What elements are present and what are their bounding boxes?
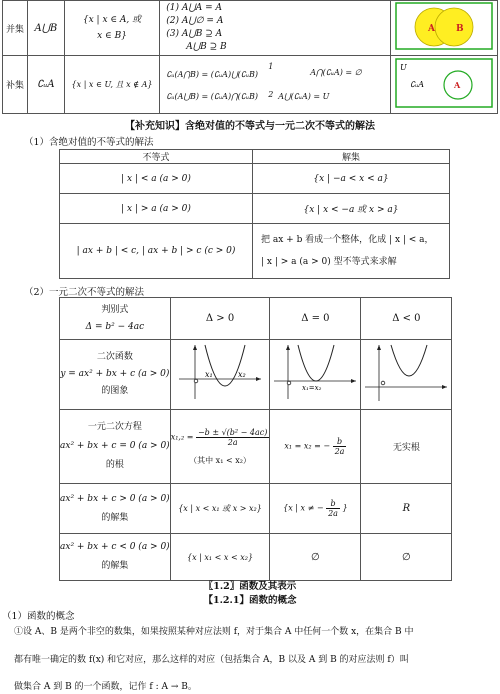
quad-section-title: （2）一元二次不等式的解法 xyxy=(24,287,145,298)
discriminant-label: 判别式 xyxy=(101,304,129,315)
abs-header: 解集 xyxy=(253,150,450,164)
roots-fraction xyxy=(196,428,269,447)
union-symbol: A⋃B xyxy=(27,1,64,56)
union-venn-cell xyxy=(391,1,498,56)
union-prop: (1) A⋃A = A xyxy=(166,3,222,13)
concept-line: ①设 A、B 是两个非空的数集，如果按照某种对应法则 f，对于集合 A 中任何一个数 x，在集合 B 中 xyxy=(14,627,414,637)
quad-header-row xyxy=(60,298,452,340)
abs-section-title: （1）含绝对值的不等式的解法 xyxy=(24,137,154,148)
abs-inequality: | x | > a (a > 0) xyxy=(60,194,253,224)
roots-note: （其中 x₁ < x₂） xyxy=(189,455,251,465)
venn-label-b: B xyxy=(456,24,464,34)
origin-point xyxy=(288,381,292,385)
union-prop: A⋃B ⊇ B xyxy=(186,42,227,52)
gt-label-line: 的解集 xyxy=(101,512,129,523)
double-root-prefix: x₁ = x₂ = − xyxy=(284,441,331,451)
x-axis-arrow xyxy=(351,379,356,383)
abs-header: 不等式 xyxy=(60,150,253,164)
parabola-curve xyxy=(391,345,427,376)
gt-label-line: ax² + bx + c > 0 (a > 0) xyxy=(60,493,170,504)
gt-set-prefix: {x | x ≠ − xyxy=(283,503,324,513)
union-venn-diagram xyxy=(394,1,494,51)
gt-set-no-root: R xyxy=(361,484,452,534)
quadratic-table xyxy=(59,297,452,581)
complement-properties xyxy=(160,56,391,114)
gt-set-denominator: 2a xyxy=(328,509,338,518)
union-row xyxy=(3,1,498,56)
quad-lt-row xyxy=(60,534,452,581)
equation-label-line: 的根 xyxy=(105,460,124,470)
complement-prop-num: 2 xyxy=(268,90,274,99)
parabola-double-root xyxy=(270,341,360,405)
double-root-denominator: 2a xyxy=(334,447,345,456)
delta-zero-header: Δ = 0 xyxy=(270,298,361,340)
lt-set-no-root: ∅ xyxy=(361,534,452,581)
equation-label-line: ax² + bx + c = 0 (a > 0) xyxy=(60,441,170,451)
graph-two-roots xyxy=(170,340,270,410)
lt-label-line: ax² + bx + c < 0 (a > 0) xyxy=(60,542,170,552)
lt-set-double-root: ∅ xyxy=(270,534,361,581)
parabola-no-root xyxy=(361,341,451,405)
x-axis-arrow xyxy=(256,377,261,381)
abs-inequality: | ax + b | < c, | ax + b | > c (c > 0) xyxy=(60,224,253,279)
quad-gt-row xyxy=(60,484,452,534)
venn-circle-b xyxy=(435,8,473,46)
complement-venn-cell xyxy=(391,56,498,114)
gt-set-fraction xyxy=(326,499,340,518)
supplement-title: 【补充知识】含绝对值的不等式与一元二次不等式的解法 xyxy=(125,121,375,132)
concept-line: 做集合 A 到 B 的一个函数，记作 f : A → B。 xyxy=(14,682,197,692)
union-prop: (3) A⋃B ⊇ A xyxy=(166,29,223,39)
parabola-curve xyxy=(205,345,245,386)
function-label xyxy=(60,340,171,410)
chapter-title: 〖1.2〗函数及其表示 xyxy=(203,581,297,592)
abs-row xyxy=(60,224,450,279)
gt-set-suffix: } xyxy=(342,503,348,513)
lt-label xyxy=(60,534,171,581)
graph-no-root xyxy=(361,340,452,410)
quad-graph-row xyxy=(60,340,452,410)
function-label-line: 的图象 xyxy=(101,386,129,396)
union-definition xyxy=(64,1,159,56)
discriminant-formula: Δ = b² − 4ac xyxy=(85,321,145,332)
complement-prop: ∁ᵤ(A⋂B) = (∁ᵤA)⋃(∁ᵤB) xyxy=(166,70,259,79)
equation-label-line: 一元二次方程 xyxy=(87,422,142,432)
root-label-x1: x₁ xyxy=(205,369,213,379)
origin-point xyxy=(382,381,386,385)
graph-double-root xyxy=(270,340,361,410)
roots-prefix: x₁,₂ = xyxy=(170,432,194,441)
abs-solution xyxy=(253,224,450,279)
abs-solution-line: | x | > a (a > 0) 型不等式来求解 xyxy=(261,257,397,267)
union-properties xyxy=(160,1,391,56)
set-operations-table xyxy=(2,0,498,114)
complement-prop-num: 1 xyxy=(268,62,274,71)
union-prop: (2) A⋃∅ = A xyxy=(166,16,224,26)
roots-double xyxy=(270,410,361,484)
function-label-line: 二次函数 xyxy=(96,352,133,362)
complement-prop-right: A⋂(∁ᵤA) = ∅ xyxy=(310,68,362,77)
gt-set-two-roots: {x | x < x₁ 或 x > x₂} xyxy=(170,484,270,534)
abs-header-row xyxy=(60,150,450,164)
roots-numerator: −b ± √(b² − 4ac) xyxy=(197,427,268,437)
abs-row xyxy=(60,164,450,194)
double-root-numerator: b xyxy=(333,437,347,447)
venn-label-u: U xyxy=(400,62,407,72)
complement-prop-right: A⋃(∁ᵤA) = U xyxy=(278,92,330,101)
x-axis-arrow xyxy=(442,385,447,389)
section-title: 【1.2.1】函数的概念 xyxy=(203,595,297,606)
abs-inequality-table xyxy=(59,149,450,279)
roots-two xyxy=(170,410,270,484)
abs-solution: {x | x < −a 或 x > a} xyxy=(253,194,450,224)
origin-point xyxy=(194,379,198,383)
y-axis-arrow xyxy=(377,345,381,350)
union-name: 并集 xyxy=(3,1,28,56)
complement-definition: {x | x ∈ U, 且 x ∉ A} xyxy=(64,56,159,114)
parabola-two-roots xyxy=(175,341,265,405)
lt-set-two-roots: {x | x₁ < x < x₂} xyxy=(170,534,270,581)
quad-equation-row xyxy=(60,410,452,484)
complement-name: 补集 xyxy=(3,56,28,114)
no-root: 无实根 xyxy=(361,410,452,484)
venn-label-a: A xyxy=(454,79,461,90)
root-label-x2: x₂ xyxy=(238,369,246,379)
root-label-double: x₁=x₂ xyxy=(302,383,322,392)
complement-symbol: ∁ᵤA xyxy=(27,56,64,114)
abs-row xyxy=(60,194,450,224)
equation-label xyxy=(60,410,171,484)
complement-prop: ∁ᵤ(A⋃B) = (∁ᵤA)⋂(∁ᵤB) xyxy=(166,92,259,101)
discriminant-header xyxy=(60,298,171,340)
concept-title: （1）函数的概念 xyxy=(2,611,75,622)
double-root-fraction xyxy=(333,437,347,456)
gt-set-numerator: b xyxy=(326,499,340,509)
delta-positive-header: Δ > 0 xyxy=(170,298,270,340)
complement-row xyxy=(3,56,498,114)
roots-formula xyxy=(171,428,270,447)
venn-label-a: A xyxy=(428,24,435,34)
concept-line: 都有唯一确定的数 f(x) 和它对应，那么这样的对应（包括集合 A，B 以及 A 到 B 的对应法则 f）叫 xyxy=(14,655,409,665)
parabola-curve xyxy=(298,345,334,381)
y-axis-arrow xyxy=(286,345,290,350)
venn-label-complement: ∁ᵤA xyxy=(410,79,425,89)
union-def-line: x ∈ B} xyxy=(97,31,127,41)
union-def-line: {x | x ∈ A, 或 xyxy=(82,15,142,25)
abs-inequality: | x | < a (a > 0) xyxy=(60,164,253,194)
roots-denominator: 2a xyxy=(227,437,238,447)
abs-solution: {x | −a < x < a} xyxy=(253,164,450,194)
function-label-line: y = ax² + bx + c (a > 0) xyxy=(60,369,170,379)
gt-set-double-root xyxy=(270,484,361,534)
y-axis-arrow xyxy=(193,345,197,350)
abs-solution-line: 把 ax + b 看成一个整体，化成 | x | < a， xyxy=(261,235,434,245)
gt-label xyxy=(60,484,171,534)
lt-label-line: 的解集 xyxy=(101,561,129,571)
complement-venn-diagram xyxy=(394,57,494,109)
delta-negative-header: Δ < 0 xyxy=(361,298,452,340)
